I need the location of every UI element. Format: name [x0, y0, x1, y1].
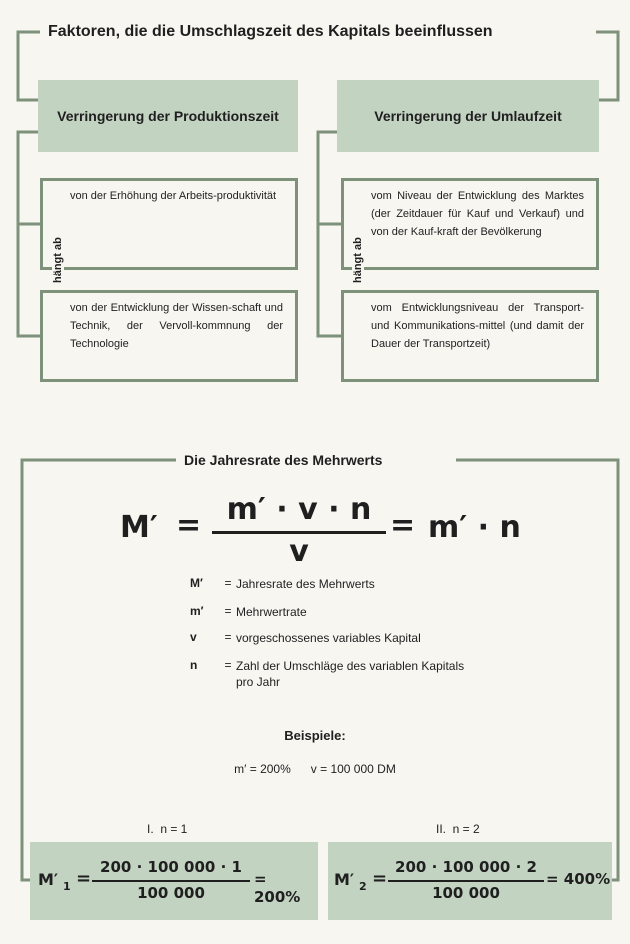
depends-label: hängt ab	[52, 234, 64, 286]
formula-lhs: M′	[120, 510, 158, 545]
header-production-time: Verringerung der Produktionszeit	[38, 80, 298, 152]
fraction-bar	[92, 880, 250, 882]
formula-equals: =	[176, 508, 202, 543]
factor-box	[341, 178, 599, 270]
factor-box	[341, 290, 599, 382]
depends-label: hängt ab	[352, 234, 364, 286]
example-equals: =	[76, 868, 92, 889]
legend-equals: =	[224, 658, 232, 672]
example-denominator: 100 000	[432, 884, 500, 902]
formula-denominator: v	[289, 534, 309, 569]
legend-symbol: m′	[190, 604, 204, 618]
legend-equals: =	[224, 604, 232, 618]
legend-equals: =	[224, 630, 232, 644]
case-label: I. n = 1	[147, 822, 188, 836]
example-box-1	[30, 842, 318, 920]
example-denominator: 100 000	[137, 884, 205, 902]
legend-text: Mehrwertrate	[236, 605, 307, 619]
legend-equals: =	[224, 576, 232, 590]
example-numerator: 200 · 100 000 · 1	[100, 858, 242, 876]
header-circulation-time: Verringerung der Umlaufzeit	[337, 80, 599, 152]
examples-title: Beispiele:	[284, 728, 346, 743]
legend-text: Zahl der Umschläge des variablen Kapitals pro Jahr	[236, 659, 465, 689]
section-title-factors: Faktoren, die die Umschlagszeit des Kapitals beeinflussen	[40, 20, 501, 44]
legend-symbol: v	[190, 630, 197, 644]
fraction-bar	[388, 880, 544, 882]
formula-rhs: m′ · n	[428, 510, 521, 545]
example-lhs: M′	[38, 870, 59, 889]
example-numerator: 200 · 100 000 · 2	[395, 858, 537, 876]
legend-row	[190, 658, 466, 690]
case-label: II. n = 2	[436, 822, 480, 836]
legend-symbol: M′	[190, 576, 203, 590]
factor-box	[40, 290, 298, 382]
example-result: = 200%	[254, 870, 301, 906]
factor-text: von der Erhöhung der Arbeits-produktivität	[70, 190, 277, 202]
example-result: = 400%	[546, 870, 611, 888]
factor-box	[40, 178, 298, 270]
example-lhs: M′	[334, 870, 355, 889]
given-values: m′ = 200% v = 100 000 DM	[234, 762, 396, 776]
legend-row	[190, 630, 421, 646]
legend-symbol: n	[190, 658, 198, 672]
formula-equals: =	[390, 508, 416, 543]
legend-text: vorgeschossenes variables Kapital	[236, 631, 421, 645]
factor-text: von der Entwicklung der Wissen-schaft und Technik, der Vervoll-kommnung der Technologie	[70, 302, 283, 350]
factor-text: vom Niveau der Entwicklung des Marktes (der Zeitdauer für Kauf und Verkauf) und von der Kauf-kraft der Bevölkerung	[371, 190, 584, 238]
legend-row	[190, 604, 307, 620]
legend-row	[190, 576, 375, 592]
section-title-annual-rate: Die Jahresrate des Mehrwerts	[176, 450, 390, 470]
example-subscript: 2	[359, 880, 367, 893]
factor-text: vom Entwicklungsniveau der Transport- und Kommunikations-mittel (und damit der Dauer der Transportzeit)	[371, 302, 584, 350]
example-equals: =	[372, 868, 388, 889]
formula-numerator: m′ · v · n	[226, 492, 372, 527]
example-subscript: 1	[63, 880, 71, 893]
example-box-2	[328, 842, 612, 920]
legend-text: Jahresrate des Mehrwerts	[236, 577, 375, 591]
